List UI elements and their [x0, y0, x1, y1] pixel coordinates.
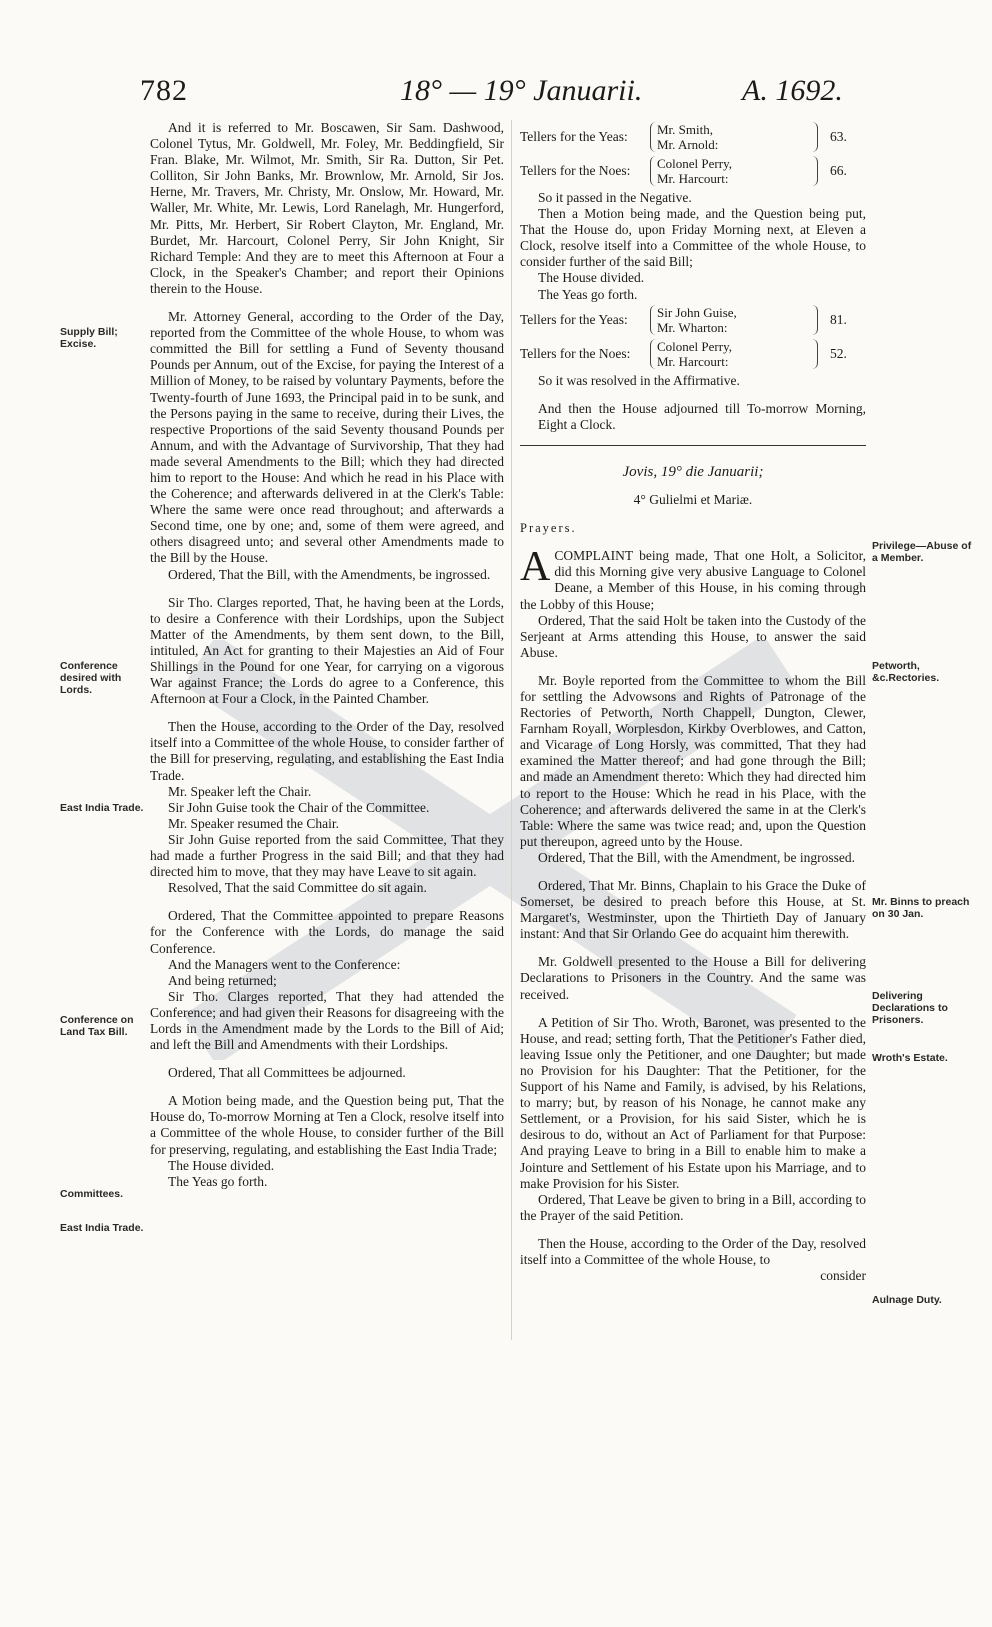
catchword: consider	[820, 1268, 866, 1284]
day-heading: Jovis, 19° die Januarii;	[622, 463, 764, 480]
paragraph: Ordered, That the Bill, with the Amendment, be ingrossed.	[538, 849, 855, 865]
right-column	[520, 120, 866, 1284]
page-number: 782	[140, 74, 188, 107]
paragraph: And it is referred to Mr. Boscawen, Sir Sam. Dashwood, Colonel Tytus, Mr. Goldwell, Mr. Foley, Mr. Beddingfield, Sir Fran. Blake, Mr. Wilmot, Mr. Smith, Sir Ra. Dutton, Sir Pet. Colliton, Sir John Banks, Mr. Brownlow, Mr. Arnold, Sir Jos. Herne, Mr. Travers, Mr. Christy, Mr. Onslow, Mr. Howard, Mr. Waller, Mr. White, Mr. Lewis, Lord Ranelagh, Mr. Hungerford, Mr. Pitts, Mr. Herbert, Sir Robert Clayton, Mr. England, Mr. Burdet, Mr. Harcourt, Colonel Perry, Sir John Knight, Sir Richard Temple: And they are to meet this Afternoon at Four a Clock, in the Speaker's Chamber; and report their Opinions therein to the House.	[150, 120, 504, 296]
paragraph: Mr. Goldwell presented to the House a Bill for delivering Declarations to Prisoners in the Country. And the same was received.	[520, 954, 866, 1002]
margin-note-binns: Mr. Binns to preach on 30 Jan.	[872, 896, 970, 920]
day-subheading: 4° Gulielmi et Mariæ.	[633, 492, 753, 508]
paragraph: The Yeas go forth.	[538, 286, 638, 302]
paragraph: And being returned;	[168, 972, 277, 988]
paragraph: The Yeas go forth.	[168, 1173, 268, 1189]
tellers-noes-2: Tellers for the Noes: Colonel Perry, Mr. Harcourt: 52.	[520, 338, 847, 369]
paragraph: Ordered, That the Bill, with the Amendments, be ingrossed.	[168, 566, 491, 582]
paragraph: Sir Tho. Clarges reported, That, he having been at the Lords, to desire a Conference with their Lordships, upon the Subject Matter of the Amendments, by them sent down, to the Bill, intituled, An Act for granting to their Majesties an Aid of Four Shillings in the Pound for one Year, for carrying on a vigorous War against France; the Lords do agree to a Conference, this Afternoon at Four a Clock, in the Painted Chamber.	[150, 594, 504, 707]
paragraph: A Motion being made, and the Question being put, That the House do, To-morrow Morning at Ten a Clock, resolve itself into a Committee of the whole House, to consider further of the Bill for preserving, regulating, and establishing the East India Trade;	[150, 1093, 504, 1157]
paragraph: A Petition of Sir Tho. Wroth, Baronet, was presented to the House, and read; setting forth, That the Petitioner's Father died, leaving Issue only the Petitioner, and one Daughter; but made no Provision for his Daughter: That the Petitioner, for the Support of his Name and Family, is advised, by his Relations, to marry; but, by reason of his Nonage, he cannot make any Settlement, or a Provision, for his said Sister, which he is desirous to do, without an Act of Parliament for that Purpose: And praying Leave to bring in a Bill to enable him to make a Jointure and Settlement of his Estate upon his Marriage, and to make Provision for his Sister.	[520, 1014, 866, 1191]
paragraph: Then the House, according to the Order of the Day, resolved itself into a Committee of the whole House, to	[520, 1235, 866, 1267]
paragraph: And the Managers went to the Conference:	[168, 956, 401, 972]
drop-cap: A	[520, 544, 551, 591]
section-rule	[520, 445, 866, 446]
margin-note-conference-lords: Conference desired with Lords.	[60, 660, 122, 696]
paragraph: Resolved, That the said Committee do sit again.	[168, 880, 427, 896]
paragraph: Then a Motion being made, and the Question being put, That the House do, upon Friday Morning next, at Eleven a Clock, resolve itself into a Committee of the whole House, to consider further of the said Bill;	[520, 206, 866, 270]
page-date: 18° — 19° Januarii.	[400, 74, 643, 107]
paragraph: Ordered, That the Committee appointed to prepare Reasons for the Conference with the Lords, do manage the said Conference.	[150, 908, 504, 956]
paragraph: Ordered, That all Committees be adjourned.	[168, 1065, 406, 1081]
paragraph: Ordered, That Leave be given to bring in a Bill, according to the Prayer of the said Petition.	[520, 1191, 866, 1223]
paragraph: Mr. Speaker resumed the Chair.	[168, 815, 339, 831]
left-column	[150, 120, 504, 1190]
margin-note-supply-bill: Supply Bill; Excise.	[60, 326, 118, 350]
prayers-heading: Prayers.	[520, 521, 577, 536]
paragraph: Sir John Guise took the Chair of the Committee.	[168, 799, 430, 815]
paragraph: Sir Tho. Clarges reported, That they had attended the Conference; and had given their Reasons for disagreeing with the Lords in the Amendment made by the Lords to the Bill of Aid; and left the Bill and Amendments with their Lordships.	[150, 988, 504, 1053]
margin-note-wroth: Wroth's Estate.	[872, 1052, 948, 1064]
adjournment-note: And then the House adjourned till To-morrow Morning, Eight a Clock.	[538, 400, 866, 432]
margin-note-aulnage: Aulnage Duty.	[872, 1294, 942, 1306]
paragraph: Mr. Speaker left the Chair.	[168, 783, 312, 799]
page-header	[0, 70, 992, 110]
paragraph: Mr. Attorney General, according to the Order of the Day, reported from the Committee of the whole House, to whom was committed the Bill for settling a Fund of Seventy thousand Pounds per Annum, out of the Excise, for paying the Interest of a Million of Money, to be raised by voluntary Payments, before the Twenty-fourth of June 1693, the Principal paid in to be sunk, and the Persons paying in the same to receive, during their Lives, the respective Proportions of the said Seventy thousand Pounds per Annum, and with the Advantage of Survivorship, That they had made several Amendments to the Bill; which they had directed him to report to the House: And which he read in his Place with the Coherence; and afterwards delivered in at the Clerk's Table: Where the same were once read throughout; and afterwards a Second time, one by one; and, some of them were agreed, and others disagreed unto; and several other Amendments made to the Bill by the House.	[150, 309, 504, 566]
tellers-count: 63.	[830, 128, 847, 144]
tellers-count: 66.	[830, 162, 847, 178]
paragraph: Mr. Boyle reported from the Committee to whom the Bill for settling the Advowsons and Rights of Patronage of the Rectories of Petworth, North Chappell, Dungton, Clewer, Farnham Royall, Worplesdon, Kirkby Overblowes, and Catton, and Vicarage of Long Horsly, was committed, That they had examined the Matter thereof; and had gone through the Bill; and made an Amendment thereto: Which they had directed him to report to the House: Which he read in his Place, with the Coherence; and afterwards delivered the same in at the Clerk's Table: Where the same was twice read; and, upon the Question put thereupon, agreed unto by the House.	[520, 672, 866, 849]
paragraph: So it passed in the Negative.	[538, 190, 692, 205]
paragraph: Ordered, That Mr. Binns, Chaplain to his Grace the Duke of Somerset, be desired to preach before this House, at St. Margaret's, Westminster, upon the Thirtieth Day of January instant: And that Sir Orlando Gee do acquaint him therewith.	[520, 878, 866, 942]
tellers-yeas-1: Tellers for the Yeas: Mr. Smith, Mr. Arnold: 63.	[520, 122, 847, 152]
tellers-count: 52.	[830, 345, 847, 361]
margin-note-conference-land-tax: Conference on Land Tax Bill.	[60, 1014, 134, 1038]
margin-note-privilege: Privilege—Abuse of a Member.	[872, 540, 972, 564]
tellers-yeas-2: Tellers for the Yeas: Sir John Guise, Mr. Wharton: 81.	[520, 304, 847, 335]
margin-note-committees: Committees.	[60, 1188, 124, 1200]
margin-note-east-india-1: East India Trade.	[60, 802, 144, 814]
paragraph: The House divided.	[538, 270, 645, 286]
margin-note-declarations: Delivering Declarations to Prisoners.	[872, 990, 948, 1026]
column-divider	[511, 120, 512, 1340]
paragraph: Sir John Guise reported from the said Committee, That they had made a further Progress in the said Bill; and that they had directed him to move, that they may have Leave to sit again.	[150, 831, 504, 880]
margin-note-petworth: Petworth, &c.Rectories.	[872, 660, 940, 684]
tellers-noes-1: Tellers for the Noes: Colonel Perry, Mr. Harcourt: 66.	[520, 156, 847, 186]
page-year: A. 1692.	[742, 74, 843, 107]
paragraph: The House divided.	[168, 1157, 275, 1173]
paragraph: So it was resolved in the Affirmative.	[538, 372, 740, 388]
paragraph: Ordered, That the said Holt be taken into the Custody of the Serjeant at Arms attending this House, to answer the said Abuse.	[520, 612, 866, 660]
margin-note-east-india-2: East India Trade.	[60, 1222, 144, 1234]
paragraph: Then the House, according to the Order of the Day, resolved itself into a Committee of the whole House, to consider farther of the Bill for preserving, regulating, and establishing the East India Trade.	[150, 719, 504, 783]
paragraph: ACOMPLAINT being made, That one Holt, a Solicitor, did this Morning give very abusive Language to Colonel Deane, a Member of this House, in his coming through the Lobby of this House;	[520, 544, 866, 612]
tellers-count: 81.	[830, 311, 847, 327]
